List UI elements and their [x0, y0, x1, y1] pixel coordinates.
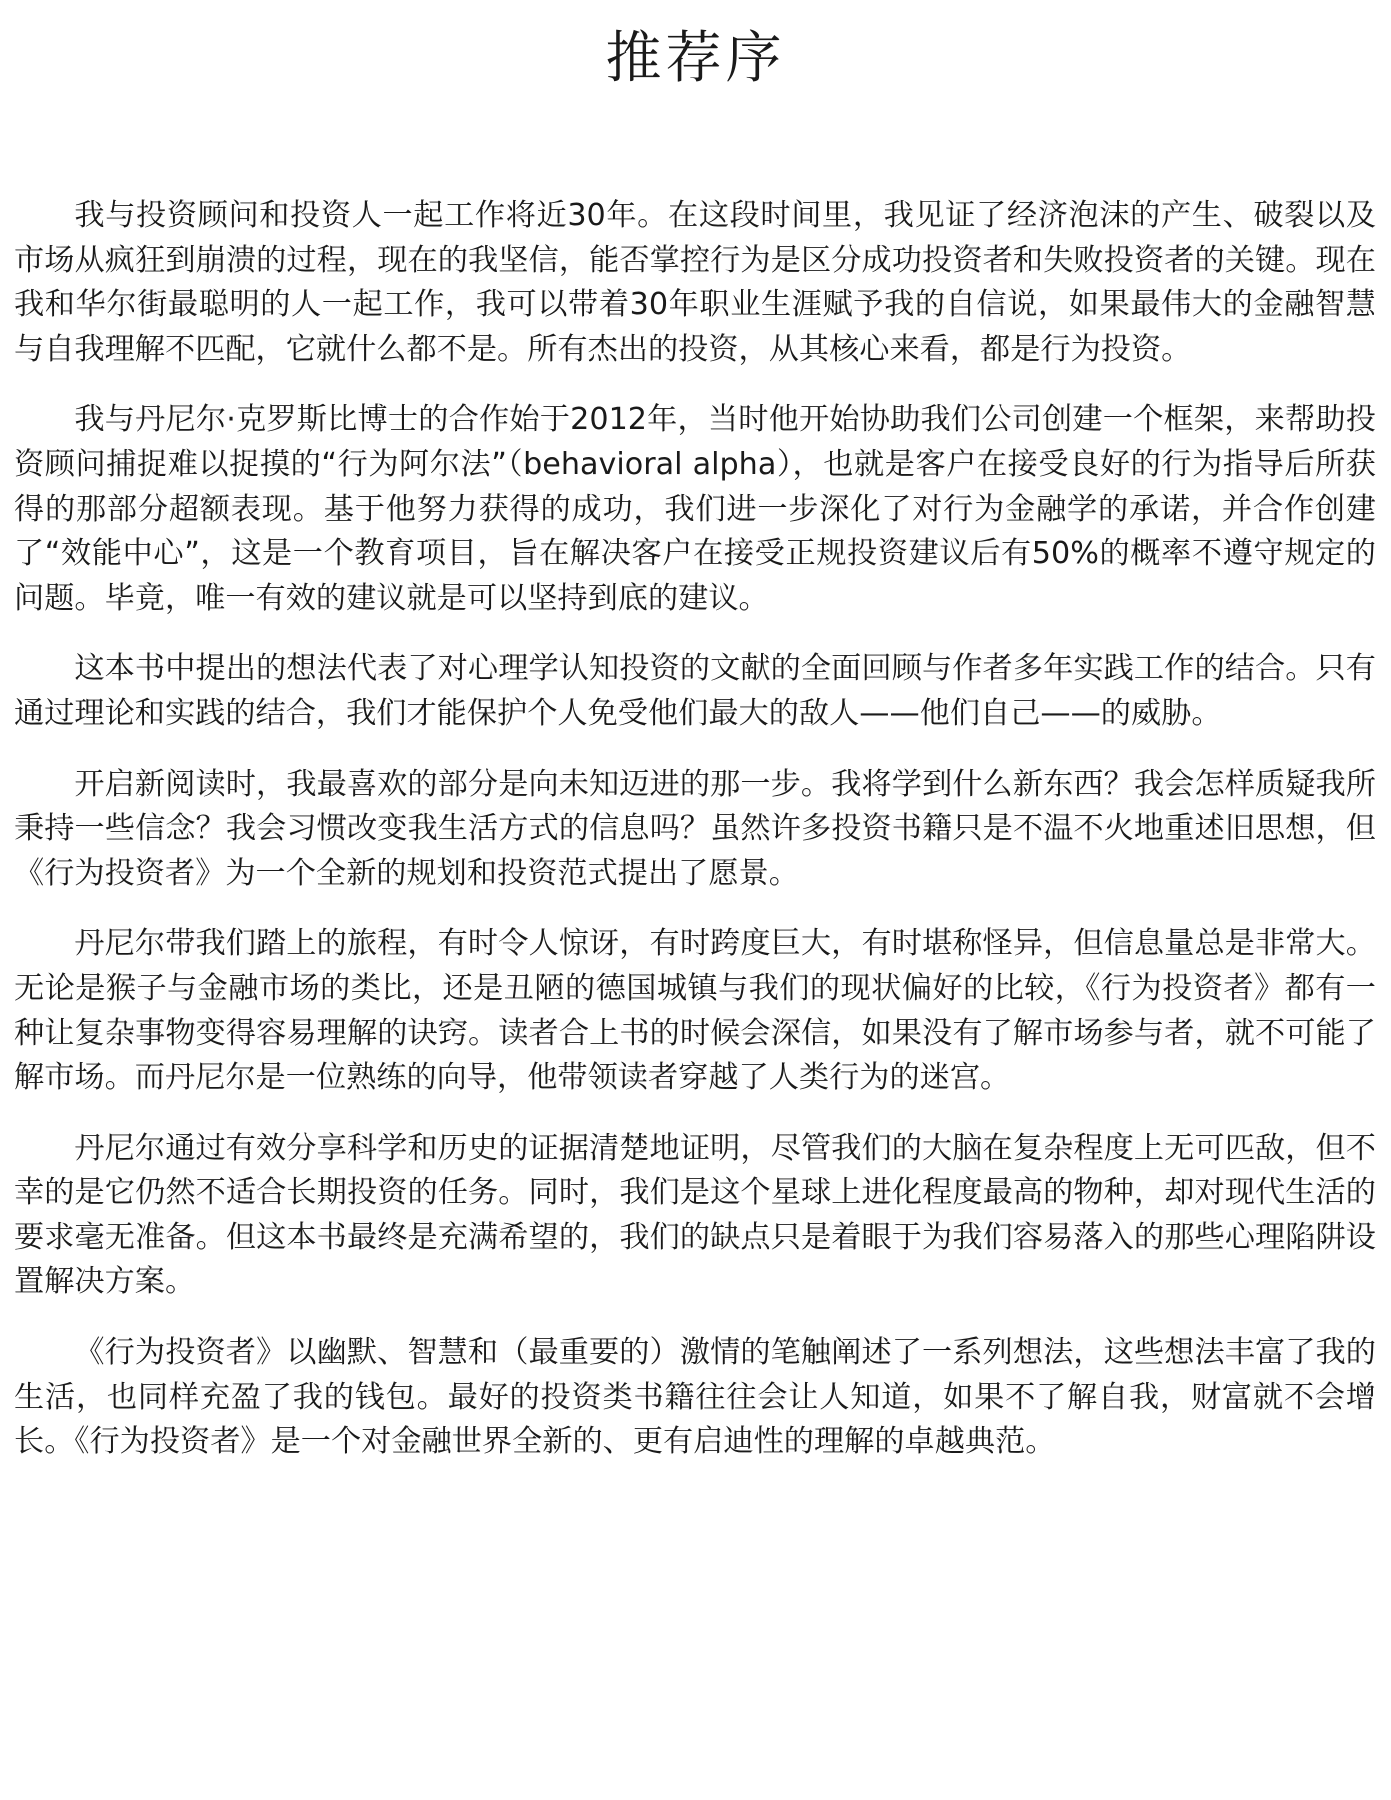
document-body [14, 194, 1376, 1465]
paragraph-1: 我与投资顾问和投资人一起工作将近30年。在这段时间里，我见证了经济泡沫的产生、破裂以及市场从疯狂到崩溃的过程，现在的我坚信，能否掌控行为是区分成功投资者和失败投资者的关键。现在我和华尔街最聪明的人一起工作，我可以带着30年职业生涯赋予我的自信说，如果最伟大的金融智慧与自我理解不匹配，它就什么都不是。所有杰出的投资，从其核心来看，都是行为投资。 [14, 198, 1376, 367]
page-title: 推荐序 [605, 26, 786, 91]
paragraph-4: 开启新阅读时，我最喜欢的部分是向未知迈进的那一步。我将学到什么新东西？我会怎样质疑我所秉持一些信念？我会习惯改变我生活方式的信息吗？虽然许多投资书籍只是不温不火地重述旧思想，但《行为投资者》为一个全新的规划和投资范式提出了愿景。 [14, 766, 1376, 891]
paragraph-6: 丹尼尔通过有效分享科学和历史的证据清楚地证明，尽管我们的大脑在复杂程度上无可匹敌，但不幸的是它仍然不适合长期投资的任务。同时，我们是这个星球上进化程度最高的物种，却对现代生活的要求毫无准备。但这本书最终是充满希望的，我们的缺点只是着眼于为我们容易落入的那些心理陷阱设置解决方案。 [14, 1130, 1376, 1300]
paragraph-7: 《行为投资者》以幽默、智慧和（最重要的）激情的笔触阐述了一系列想法，这些想法丰富了我的生活，也同样充盈了我的钱包。最好的投资类书籍往往会让人知道，如果不了解自我，财富就不会增长。《行为投资者》是一个对金融世界全新的、更有启迪性的理解的卓越典范。 [14, 1335, 1376, 1460]
paragraph-5: 丹尼尔带我们踏上的旅程，有时令人惊讶，有时跨度巨大，有时堪称怪异，但信息量总是非常大。无论是猴子与金融市场的类比，还是丑陋的德国城镇与我们的现状偏好的比较，《行为投资者》都有一种让复杂事物变得容易理解的诀窍。读者合上书的时候会深信，如果没有了解市场参与者，就不可能了解市场。而丹尼尔是一位熟练的向导，他带领读者穿越了人类行为的迷宫。 [14, 926, 1376, 1096]
paragraph-2: 我与丹尼尔·克罗斯比博士的合作始于2012年，当时他开始协助我们公司创建一个框架，来帮助投资顾问捕捉难以捉摸的“行为阿尔法”（behavioral alpha），也就是客户在接受良好的行为指导后所获得的那部分超额表现。基于他努力获得的成功，我们进一步深化了对行为金融学的承诺，并合作创建了“效能中心”，这是一个教育项目，旨在解决客户在接受正规投资建议后有50%的概率不遵守规定的问题。毕竟，唯一有效的建议就是可以坚持到底的建议。 [14, 402, 1376, 616]
paragraph-3: 这本书中提出的想法代表了对心理学认知投资的文献的全面回顾与作者多年实践工作的结合。只有通过理论和实践的结合，我们才能保护个人免受他们最大的敌人——他们自己——的威胁。 [14, 651, 1376, 731]
